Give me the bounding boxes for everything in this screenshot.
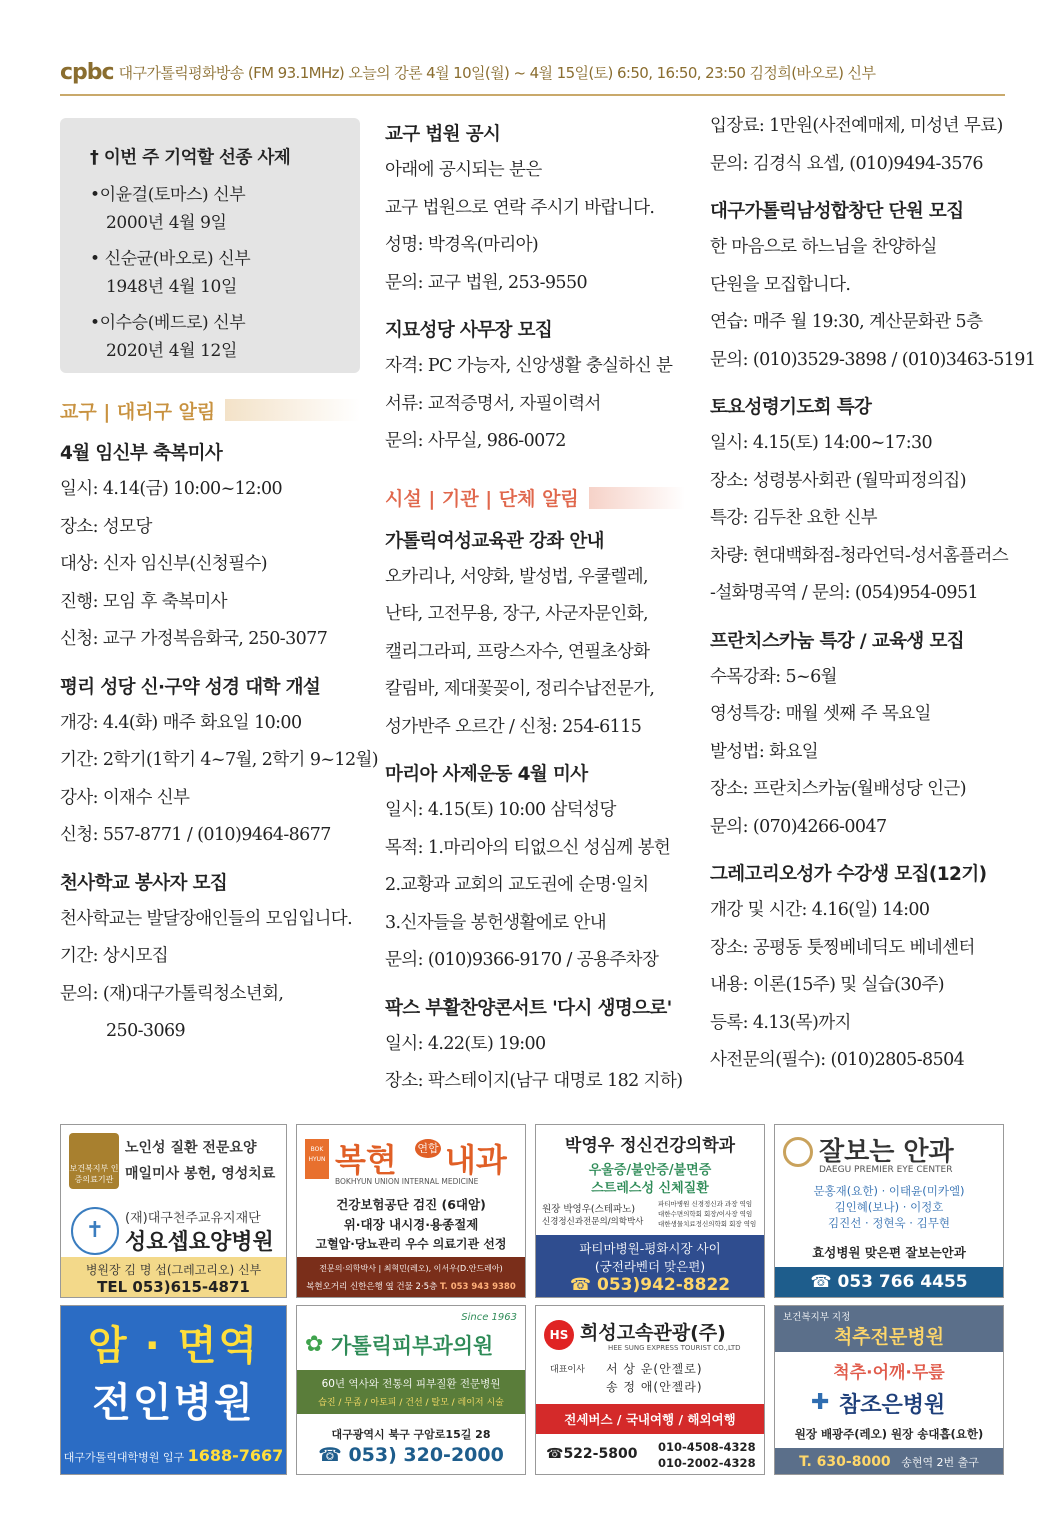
broadcast-info: 대구가톨릭평화방송 (FM 93.1MHz) 오늘의 강론 4월 10일(월) ~ 4월 15일(토) 6:50, 16:50, 23:50 김정희(바오로) 신부	[118, 64, 876, 82]
ad-band: 전세버스 / 국내여행 / 해외여행	[536, 1404, 764, 1434]
notice-section	[60, 671, 379, 855]
notice-line: 문의: 사무실, 986-0072	[385, 431, 566, 451]
category-bar	[589, 487, 685, 509]
priest-name: • 신순균(바오로) 신부	[90, 249, 251, 269]
notice-section	[710, 625, 1010, 847]
notice-line: 문의: 교구 법원, 253-9550	[385, 272, 588, 293]
category-diocese	[60, 395, 360, 425]
notice-title: 지묘성당 사무장 모집	[385, 320, 553, 341]
notice-line: 문의: (재)대구가톨릭청소년회,	[60, 983, 284, 1004]
notice-line: 연습: 매주 월 19:30, 계산문화관 5층	[710, 312, 983, 332]
notice-title: 평리 성당 신·구약 성경 대학 개설	[60, 676, 321, 698]
cross-logo-icon: ✝	[71, 1207, 119, 1255]
hs-logo-icon: HS	[544, 1320, 574, 1350]
death-date: 1948년 4월 10일	[106, 277, 237, 297]
notice-line: 수목강좌: 5~6월	[710, 666, 837, 687]
notice-line: 오카리나, 서양화, 발성법, 우쿨렐레,	[385, 566, 649, 587]
memorial-item	[90, 309, 340, 365]
notice-section	[60, 437, 360, 659]
notice-line: 캘리그라피, 프랑스자수, 연필초상화	[385, 641, 650, 662]
ad-top-band: 보건복지부 지정 척추전문병원	[775, 1306, 1003, 1352]
notice-line: 천사학교는 발달장애인들의 모임입니다.	[60, 908, 353, 929]
death-date: 2000년 4월 9일	[106, 213, 227, 233]
notice-line: 서류: 교적증명서, 자필이력서	[385, 393, 601, 414]
memorial-item	[90, 181, 340, 237]
notice-line: 장소: 프란치스카눔(월배성당 인근)	[710, 779, 966, 799]
notice-section	[60, 867, 360, 1051]
notice-line: 한 마음으로 하느님을 찬양하실	[710, 237, 937, 257]
notice-line: 등록: 4.13(목)까지	[710, 1012, 851, 1033]
derm-logo-icon: ✿	[305, 1332, 324, 1357]
ad-bokhyun-clinic: BOK HYUN 복현 연합 내과 BOKHYUN UNION INTERNAL MEDICINE 건강보험공단 검진 (6대암) 위·대장 내시경·용종절제 고혈압·당뇨관리 우수 의료기관 선정 전문의·의학박사 | 최혁민(레오), 이서우(D.안드레아) 복현오거리 신한은행 옆 건물 2·5층 T. 053 943 9380	[296, 1124, 526, 1298]
notice-line: 사전문의(필수): (010)2805-8504	[710, 1050, 965, 1070]
notice-line: 기간: 2학기(1학기 4~7월, 2학기 9~12월)	[60, 750, 379, 770]
memorial-title: † 이번 주 기억할 선종 사제	[90, 148, 291, 168]
notice-title: 마리아 사제운동 4월 미사	[385, 764, 588, 785]
priest-name: •이윤걸(토마스) 신부	[90, 185, 246, 205]
chamjoeun-logo-icon: ✚	[811, 1390, 830, 1415]
notice-line: 일시: 4.15(토) 14:00~17:30	[710, 433, 933, 453]
notice-line: 칼림바, 제대꽃꽂이, 정리수납전문가,	[385, 679, 655, 699]
col2-notices-a	[385, 118, 685, 461]
notice-line: 발성법: 화요일	[710, 741, 819, 762]
ad-catholic-derm: Since 1963 ✿ 가톨릭피부과의원 60년 역사와 전통의 피부질환 전문병원 습진 / 무좀 / 아토피 / 건선 / 탈모 / 레이저 시술 대구광역시 북구 구암로15길 28 ☎ 053) 320-2000	[296, 1305, 526, 1475]
ad-band: 60년 역사와 전통의 피부질환 전문병원 습진 / 무좀 / 아토피 / 건선 / 탈모 / 레이저 시술	[297, 1370, 525, 1414]
notice-line: 2.교황과 교회의 교도권에 순명·일치	[385, 875, 649, 895]
notice-line: 차량: 현대백화점-청라언덕-성서홈플러스	[710, 545, 1009, 566]
ad-footer: 전문의·의학박사 | 최혁민(레오), 이서우(D.안드레아) 복현오거리 신한은행 옆 건물 2·5층 T. 053 943 9380	[297, 1257, 525, 1298]
notice-title: 팍스 부활찬양콘서트 '다시 생명으로'	[385, 997, 672, 1019]
ad-jeonin-hospital: 암 · 면역 전인병원 대구가톨릭대학병원 입구 1688-7667	[60, 1305, 287, 1475]
category-facilities	[385, 483, 685, 513]
col2-notices-b	[385, 525, 685, 1101]
notice-section	[385, 118, 685, 302]
notice-line: 영성특강: 매월 셋째 주 목요일	[710, 704, 931, 724]
ad-name: 가톨릭피부과의원	[331, 1334, 494, 1358]
eye-logo-icon	[783, 1137, 813, 1167]
notice-line: 목적: 1.마리아의 티없으신 성심께 봉헌	[385, 837, 671, 858]
notice-line: 아래에 공시되는 분은	[385, 160, 542, 180]
notice-line: 신청: 557-8771 / (010)9464-8677	[60, 825, 331, 845]
notice-section	[710, 195, 1036, 379]
ad-chamjoeun-hospital: 보건복지부 지정 척추전문병원 척추·어깨·무릎 ✚ 참조은병원 원장 배광주(레오) 원장 송대흡(요한) T. 630-8000 송현역 2번 출구	[774, 1305, 1004, 1475]
ad-footer: 병원장 김 명 섭(그레고리오) 신부 TEL 053)615-4871	[61, 1257, 286, 1298]
ad-sungyosep-hospital	[60, 1124, 287, 1298]
notice-line: 자격: PC 가능자, 신앙생활 충실하신 분	[385, 356, 673, 376]
ad-name: 참조은병원	[839, 1393, 946, 1418]
cpbc-logo: cpbc	[60, 60, 114, 85]
ad-name: 박영우 정신건강의학과	[564, 1136, 736, 1156]
ad-name: 잘보는 안과	[819, 1137, 954, 1167]
memorial-item	[90, 245, 340, 301]
notice-line: 단원을 모집합니다.	[710, 274, 851, 295]
category-bar	[225, 399, 360, 421]
ad-footer: T. 630-8000 송현역 2번 출구	[775, 1448, 1003, 1475]
notice-section	[385, 758, 685, 980]
notice-line: 대상: 신자 임신부(신청필수)	[60, 554, 268, 574]
col1-notices	[60, 437, 379, 1051]
notice-line: 문의: 김경식 요셉, (010)9494-3576	[710, 153, 983, 174]
ad-footer: 파티마병원-평화시장 사이 (궁전라벤더 맞은편) ☎ 053)942-8822	[536, 1235, 764, 1298]
notice-title: 토요성령기도회 특강	[710, 397, 872, 418]
ad-name: 성요셉요양병원	[125, 1230, 274, 1255]
notice-line: 문의: (070)4266-0047	[710, 816, 887, 837]
notice-line: 특강: 김두찬 요한 신부	[710, 508, 877, 528]
notice-line: 개강 및 시간: 4.16(일) 14:00	[710, 900, 930, 920]
col3-notices	[710, 195, 1036, 1080]
notice-section	[710, 391, 1010, 613]
page-header	[60, 60, 1005, 96]
notice-section	[710, 858, 1010, 1080]
notice-title: 4월 임신부 축복미사	[60, 443, 223, 464]
column-3	[710, 116, 1036, 1080]
notice-title: 그레고리오성가 수강생 모집(12기)	[710, 864, 987, 885]
notice-title: 천사학교 봉사자 모집	[60, 872, 228, 894]
notice-section	[385, 992, 685, 1101]
death-date: 2020년 4월 12일	[106, 341, 237, 361]
notice-line: 성명: 박경옥(마리아)	[385, 235, 539, 255]
notice-line: -설화명곡역 / 문의: (054)954-0951	[710, 583, 979, 603]
priest-name: •이수승(베드로) 신부	[90, 313, 246, 333]
column-2	[385, 118, 685, 1101]
notice-line: 일시: 4.22(토) 19:00	[385, 1033, 546, 1054]
notice-line: 기간: 상시모집	[60, 946, 169, 966]
notice-line: 3.신자들을 봉헌생활에로 안내	[385, 912, 607, 933]
notice-line: 성가반주 오르간 / 신청: 254-6115	[385, 716, 642, 737]
notice-line: 문의: (010)3529-3898 / (010)3463-5191	[710, 349, 1036, 370]
notice-title: 프란치스카눔 특강 / 교육생 모집	[710, 630, 965, 652]
col3-continued	[710, 108, 1010, 183]
ad-parkyoungwoo-clinic: 박영우 정신건강의학과 우울증/불안증/불면증 스트레스성 신체질환 원장 박영우(스테파노) 신경정신과전문의/의학박사 파티마병원 신경정신과 과장 역임 대한수면의학회 회장/이사장 역임 대한생물치료정신의학회 회장 역임 파티마병원-평화시장 사이 (궁전라벤더 맞은편) ☎ 053)942-8822	[535, 1124, 765, 1298]
notice-section	[385, 314, 685, 461]
column-1	[60, 118, 379, 1051]
ad-name: 희성고속관광(주)	[580, 1322, 726, 1344]
notice-line: 일시: 4.15(토) 10:00 삼덕성당	[385, 800, 616, 820]
notice-line: 일시: 4.14(금) 10:00~12:00	[60, 479, 283, 499]
notice-line: 강사: 이재수 신부	[60, 787, 190, 808]
category-label: 시설 | 기관 | 단체 알림	[385, 488, 579, 510]
notice-section	[385, 525, 685, 747]
notice-line: 입장료: 1만원(사전예매제, 미성년 무료)	[710, 116, 1003, 136]
notice-title: 대구가톨릭남성합창단 단원 모집	[710, 201, 964, 222]
notice-line: 250-3069	[106, 1021, 186, 1041]
notice-line: 장소: 공평동 툿찡베네딕도 베네센터	[710, 937, 975, 958]
notice-title: 교구 법원 공시	[385, 124, 501, 145]
category-label: 교구 | 대리구 알림	[60, 400, 216, 423]
ad-footer: ☎ 053 766 4455	[775, 1267, 1003, 1298]
bokhyun-logo-icon: BOK HYUN	[305, 1139, 329, 1179]
notice-line: 신청: 교구 가정복음화국, 250-3077	[60, 629, 328, 649]
notice-line: 내용: 이론(15주) 및 실습(30주)	[710, 975, 944, 995]
notice-line: 진행: 모임 후 축복미사	[60, 591, 227, 612]
ad-line: 매일미사 봉헌, 영성치료	[125, 1166, 276, 1182]
ad-line: 노인성 질환 전문요양	[125, 1140, 257, 1156]
ad-name: 복현	[335, 1141, 397, 1179]
badge-icon: 보건복지부 인증의료기관	[69, 1133, 119, 1189]
ad-heesung-tour: HS 희성고속관광(주) HEE SUNG EXPRESS TOURIST CO.,LTD 대표이사 서 상 운(안젤로) 송 정 애(안젤라) 전세버스 / 국내여행 / 해외여행 ☎522-5800 010-4508-4328 010-2002-4328	[535, 1305, 765, 1475]
ad-org: (재)대구천주교유지재단	[125, 1211, 261, 1226]
notice-line: 장소: 성모당	[60, 516, 152, 537]
notice-line: 장소: 성령봉사회관 (월막피정의집)	[710, 470, 966, 491]
memorial-box	[60, 118, 360, 373]
notice-line: 교구 법원으로 연락 주시기 바랍니다.	[385, 197, 655, 218]
notice-line: 개강: 4.4(화) 매주 화요일 10:00	[60, 712, 302, 733]
ad-jalboneun-eye: 잘보는 안과 DAEGU PREMIER EYE CENTER 문홍재(요한) · 이태윤(미카엘) 김인혜(보나) · 이정호 김진선 · 정현욱 · 김무현 효성병원 맞은편 잘보는안과 ☎ 053 766 4455	[774, 1124, 1004, 1298]
notice-line: 장소: 팍스테이지(남구 대명로 182 지하)	[385, 1071, 683, 1091]
notice-line: 문의: (010)9366-9170 / 공용주차장	[385, 950, 659, 970]
notice-line: 난타, 고전무용, 장구, 사군자문인화,	[385, 604, 649, 624]
notice-title: 가톨릭여성교육관 강좌 안내	[385, 530, 604, 552]
